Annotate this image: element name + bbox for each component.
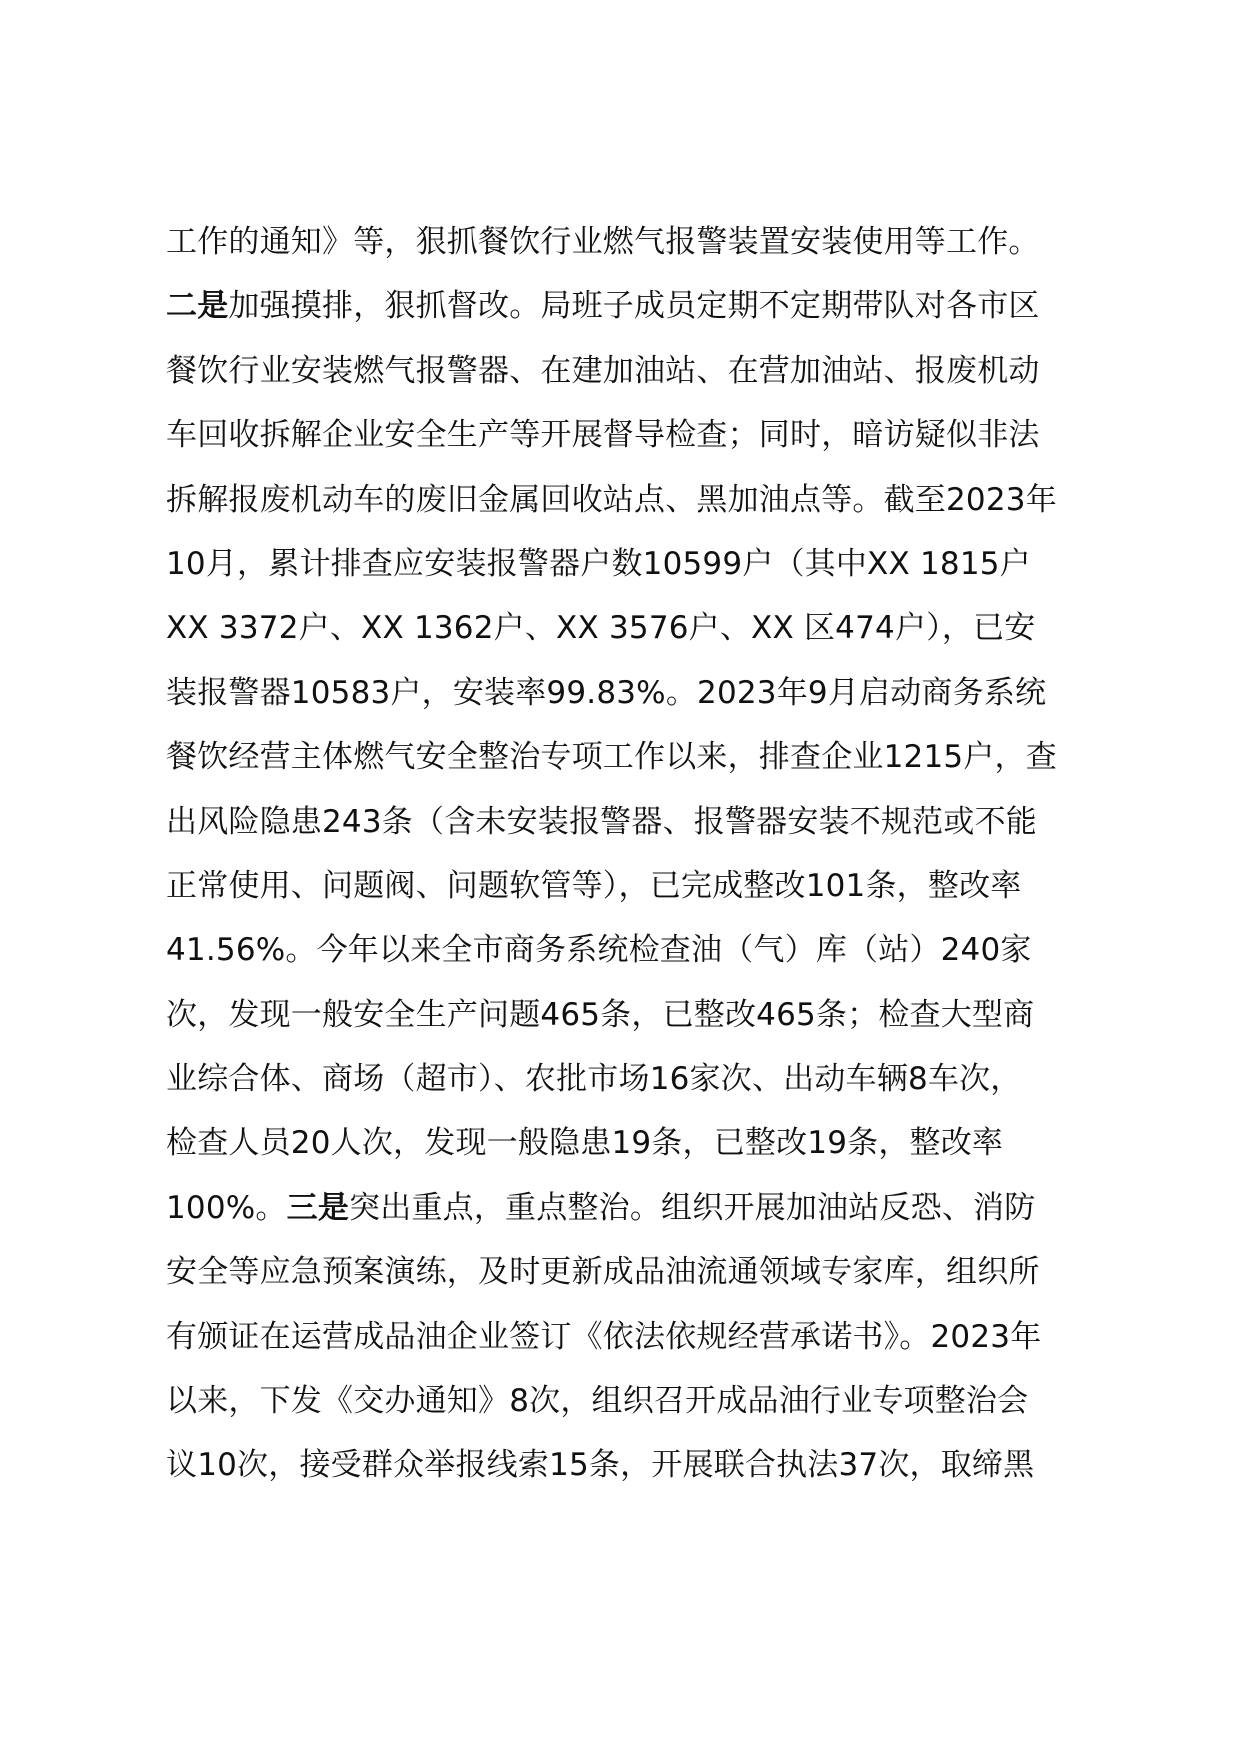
text-line <box>166 1047 1126 1111</box>
text-line <box>166 1111 1126 1175</box>
text-line <box>166 468 1126 532</box>
text-line <box>166 403 1126 467</box>
text-line <box>166 983 1126 1047</box>
text-run: XX 3372户、XX 1362户、XX 3576户、XX 区474户），已安 <box>166 610 1036 647</box>
text-run: 有颁证在运营成品油企业签订《依法依规经营承诺书》。2023年 <box>166 1318 1042 1355</box>
text-run: 正常使用、问题阀、问题软管等），已完成整改101条，整改率 <box>166 867 1022 904</box>
text-run: 车回收拆解企业安全生产等开展督导检查；同时，暗访疑似非法 <box>166 417 1040 454</box>
text-run: 餐饮经营主体燃气安全整治专项工作以来，排查企业1215户，查 <box>166 739 1057 776</box>
text-run: 加强摸排，狠抓督改。局班子成员定期不定期带队对各市区 <box>228 288 1040 325</box>
text-line <box>166 725 1126 789</box>
text-run: 检查人员20人次，发现一般隐患19条，已整改19条，整改率 <box>166 1125 1004 1162</box>
text-run: 次，发现一般安全生产问题465条，已整改465条；检查大型商 <box>166 996 1035 1033</box>
text-line <box>166 790 1126 854</box>
text-line <box>166 210 1126 274</box>
bold-lead-phrase: 三是 <box>286 1189 350 1226</box>
text-line <box>166 661 1126 725</box>
text-run: 安全等应急预案演练，及时更新成品油流通领域专家库，组织所 <box>166 1254 1040 1291</box>
text-line <box>166 1433 1126 1497</box>
text-line <box>166 532 1126 596</box>
text-line <box>166 1240 1126 1304</box>
text-run: 突出重点，重点整治。组织开展加油站反恐、消防 <box>349 1189 1036 1226</box>
text-line <box>166 1176 1126 1240</box>
text-line <box>166 1305 1126 1369</box>
text-run: 41.56%。今年以来全市商务系统检查油（气）库（站）240家 <box>166 932 1032 969</box>
text-run: 业综合体、商场（超市）、农批市场16家次、出动车辆8车次， <box>166 1061 1022 1098</box>
text-run: 议10次，接受群众举报线索15条，开展联合执法37次，取缔黑 <box>166 1447 1035 1484</box>
bold-lead-phrase: 二是 <box>166 288 229 325</box>
text-run: 出风险隐患243条（含未安装报警器、报警器安装不规范或不能 <box>166 803 1037 840</box>
text-run: 装报警器10583户，安装率99.83%。2023年9月启动商务系统 <box>166 674 1047 711</box>
text-run: 拆解报废机动车的废旧金属回收站点、黑加油点等。截至2023年 <box>166 481 1057 518</box>
text-line <box>166 918 1126 982</box>
text-line <box>166 274 1126 338</box>
text-line <box>166 854 1126 918</box>
body-text <box>166 210 1126 1498</box>
text-run: 工作的通知》等，狠抓餐饮行业燃气报警装置安装使用等工作。 <box>166 224 1040 260</box>
text-run: 以来，下发《交办通知》8次，组织召开成品油行业专项整治会 <box>166 1383 1029 1420</box>
text-line <box>166 596 1126 660</box>
text-line <box>166 1369 1126 1433</box>
text-run: 餐饮行业安装燃气报警器、在建加油站、在营加油站、报废机动 <box>166 352 1040 389</box>
text-line <box>166 339 1126 403</box>
text-run: 10月，累计排查应安装报警器户数10599户（其中XX 1815户 <box>166 545 1031 582</box>
text-run: 100%。 <box>166 1189 287 1226</box>
